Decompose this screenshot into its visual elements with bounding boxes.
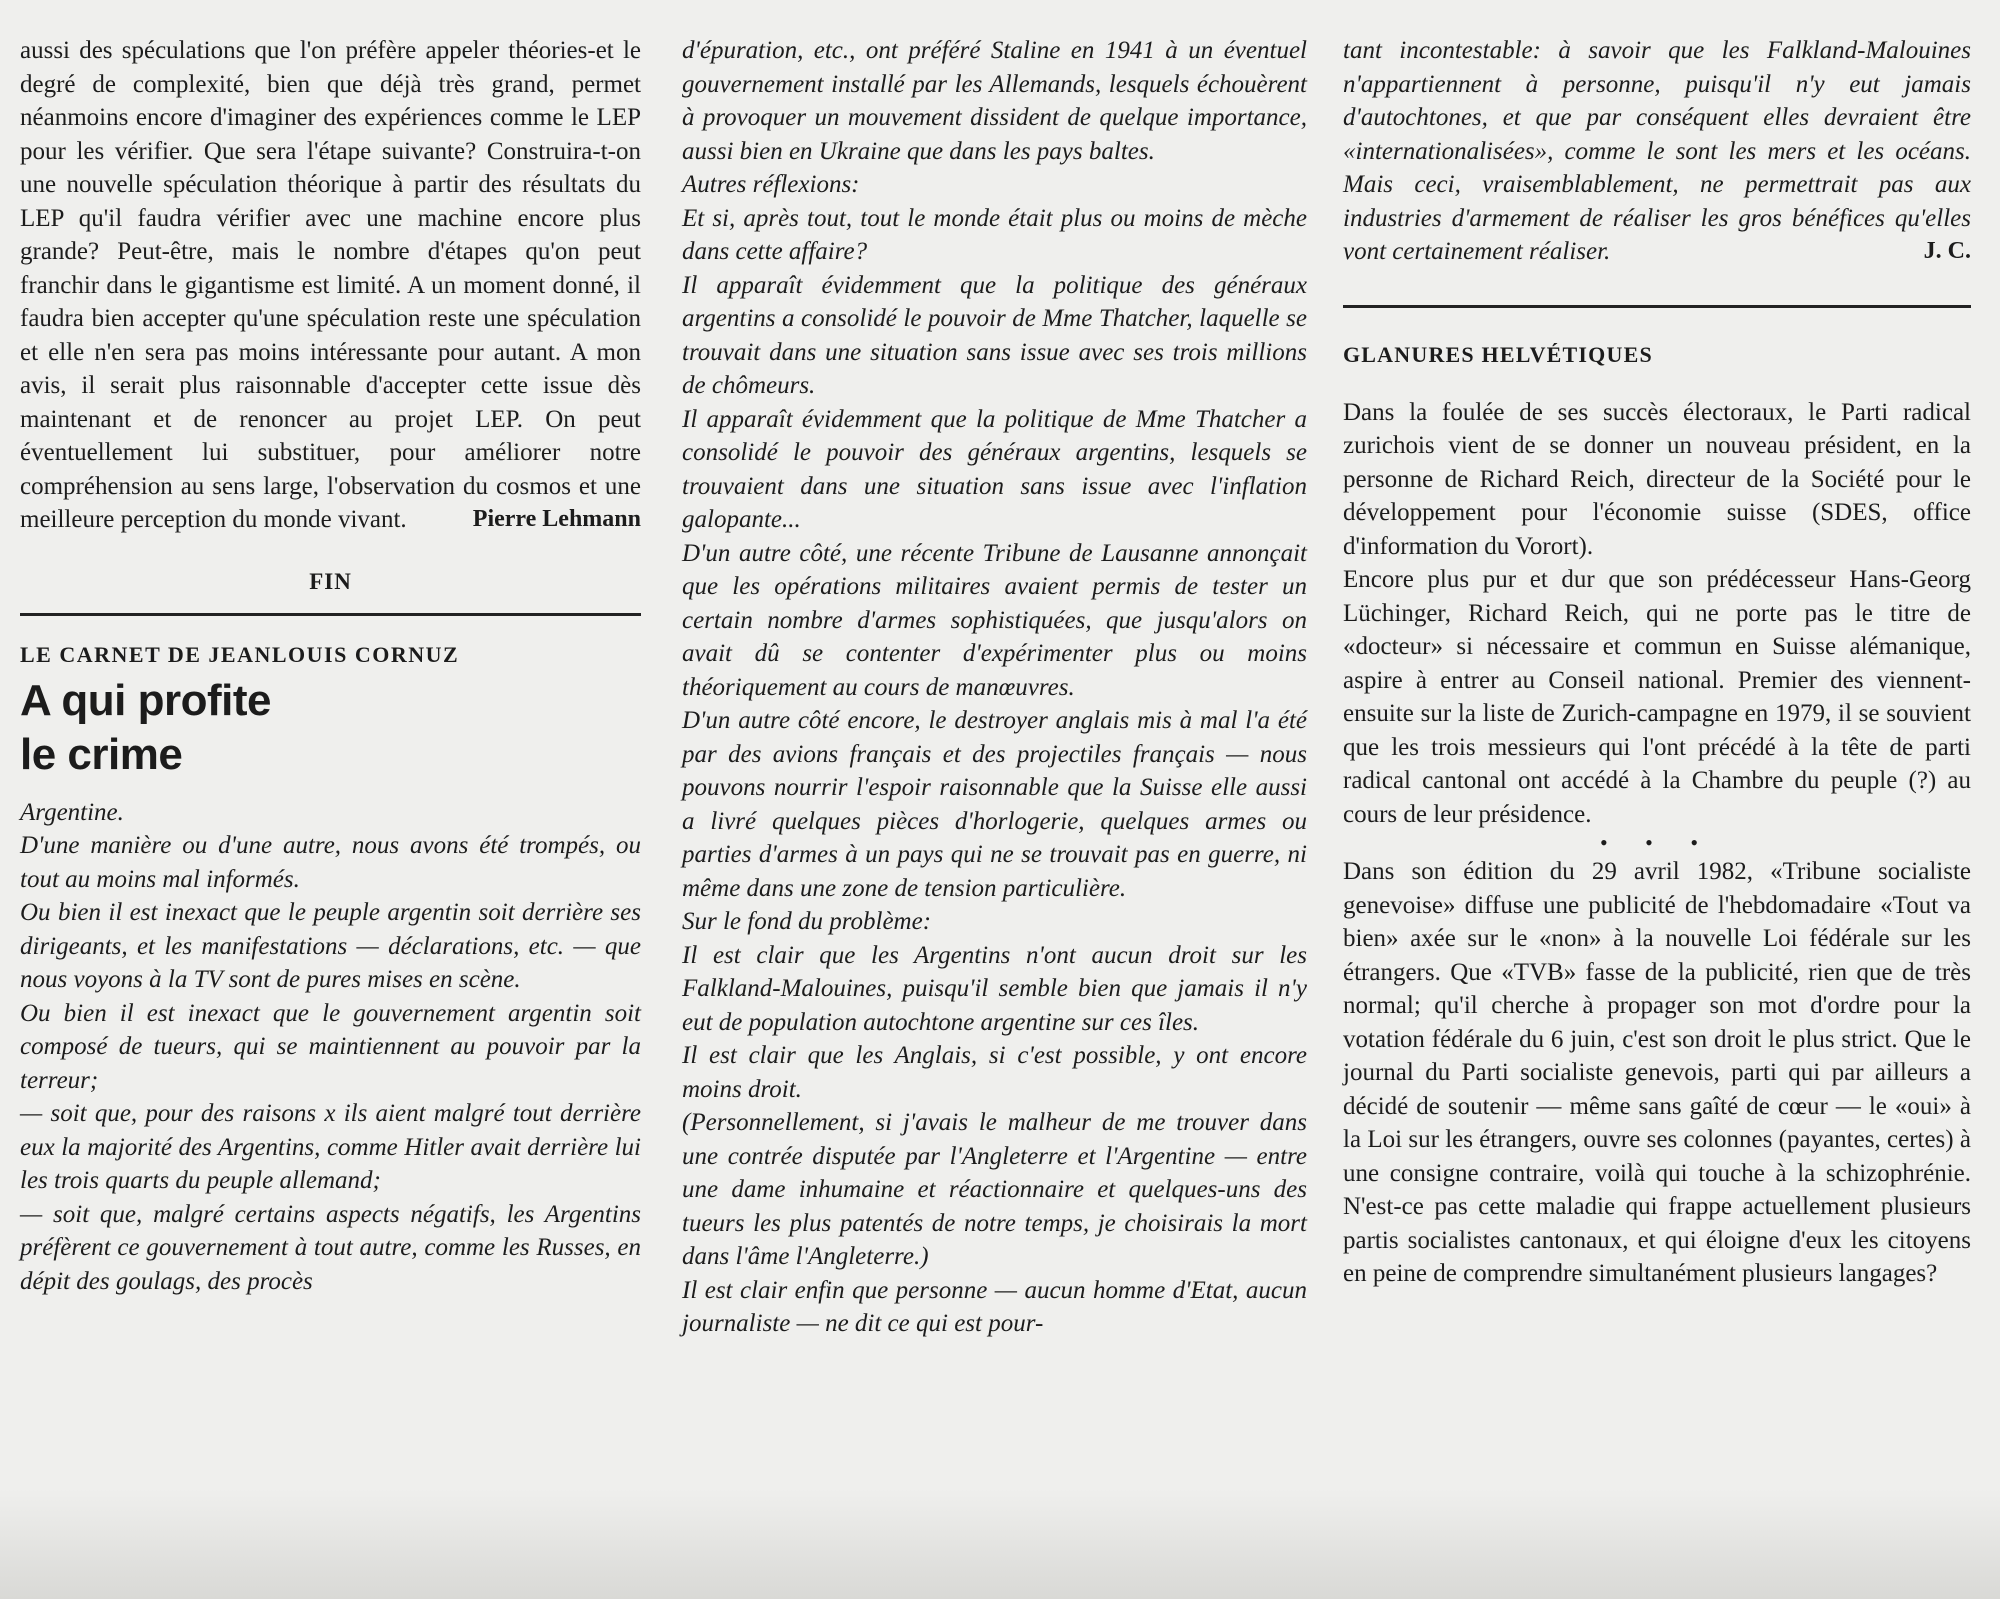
column-3 [1343, 34, 1971, 1291]
paragraph: Il apparaît évidemment que la politique de Mme Thatcher a consolidé le pouvoir des généraux argentins, lesquels se trouvaient dans une situation sans issue avec l'inflation galopante... [682, 405, 1307, 533]
paragraph: Encore plus pur et dur que son prédécesseur Hans-Georg Lüchinger, Richard Reich, qui ne porte pas le titre de «docteur» si nécessaire et commun en Suisse alémanique, aspire à entrer au Conseil national. Premier des viennent-ensuite sur la liste de Zurich-campagne en 1979, il se souvient que les trois messieurs qui l'ont précédé à la tête de parti radical cantonal ont accédé à la Chambre du peuple (?) au cours de leur présidence. [1343, 566, 1971, 828]
paragraph: tant incontestable: à savoir que les Falkland-Malouines n'appartiennent à personne, puisqu'il n'y eut jamais d'autochtones, et que par conséquent elles devraient être «internationalisées», comme le sont les mers et les océans. Mais ceci, vraisemblablement, ne permettrait pas aux industries d'armement de réaliser les gros bénéfices qu'elles vont certainement réaliser. [1343, 37, 1971, 265]
paragraph: Il est clair enfin que personne — aucun homme d'Etat, aucun journaliste — ne dit ce qui est pour- [682, 1276, 1307, 1337]
end-marker: FIN [309, 568, 352, 594]
paragraph: Argentine. [20, 798, 124, 826]
paragraph: Il est clair que les Argentins n'ont aucun droit sur les Falkland-Malouines, puisqu'il semble bien que jamais il n'y eut de population autochtone argentine sur ces îles. [682, 941, 1307, 1036]
page-bottom-shadow [0, 1489, 2000, 1599]
section-divider [1343, 305, 1971, 308]
paragraph: Sur le fond du problème: [682, 908, 932, 935]
paragraph: (Personnellement, si j'avais le malheur de me trouver dans une contrée disputée par l'Angleterre et l'Argentine — entre une dame inhumaine et réactionnaire et quelques-uns des tueurs les plus patentés de notre temps, je choisirais la mort dans l'âme l'Angleterre.) [682, 1109, 1307, 1270]
section-title: GLANURES HELVÉTIQUES [1343, 341, 1653, 367]
paragraph: Dans la foulée de ses succès électoraux, le Parti radical zurichois vient de se donner un nouveau président, en la personne de Richard Reich, directeur de la Société pour le développement pour l'économie suisse (SDES, office d'information du Vorort). [1343, 398, 1971, 560]
paragraph: D'un autre côté, une récente Tribune de Lausanne annonçait que les opérations militaires avaient permis de tester un certain nombre d'armes sophistiquées, que jusqu'alors on avait dû se contenter d'expérimenter plus ou moins théoriquement au cours de manœuvres. [682, 539, 1307, 701]
paragraph: D'une manière ou d'une autre, nous avons été trompés, ou tout au moins mal informés. [20, 832, 641, 893]
paragraph: Il apparaît évidemment que la politique des généraux argentins a consolidé le pouvoir de Mme Thatcher, laquelle se trouvait dans une situation sans issue avec ses trois millions de chômeurs. [682, 271, 1307, 399]
paragraph: D'un autre côté encore, le destroyer anglais mis à mal l'a été par des avions français et des projectiles français — nous pouvons nourrir l'espoir raisonnable que la Suisse elle aussi a livré quelques pièces d'horlogerie, quelques armes ou parties d'armes à un pays qui ne se trouvait pas en guerre, ni même dans une zone de tension particulière. [682, 707, 1307, 902]
headline-line-2: le crime [20, 729, 183, 779]
paragraph: Et si, après tout, tout le monde était plus ou moins de mèche dans cette affaire? [682, 204, 1307, 265]
headline-line-1: A qui profite [20, 675, 271, 725]
separator-dots: • • • [1599, 830, 1715, 855]
section-divider [20, 613, 641, 616]
paragraph: Ou bien il est inexact que le peuple argentin soit derrière ses dirigeants, et les manifestations — déclarations, etc. — que nous voyons à la TV sont de pures mises en scène. [20, 899, 641, 993]
article-headline [20, 674, 641, 782]
paragraph: Dans son édition du 29 avril 1982, «Tribune socialiste genevoise» diffuse une publicité de l'hebdomadaire «Tout va bien» axée sur le «non» à la nouvelle Loi fédérale sur les étrangers. Que «TVB» fasse de la publicité, rien que de très normal; qu'il cherche à propager son mot d'ordre pour la votation fédérale du 6 juin, c'est son droit le plus strict. Que le journal du Parti socialiste genevois, parti qui par ailleurs a décidé de soutenir — même sans gaîté de cœur — le «oui» à la Loi sur les étrangers, ouvre ses colonnes (payantes, certes) à une consigne contraire, voilà qui touche à la schizophrénie. N'est-ce pas cette maladie qui frappe actuellement plusieurs partis socialistes cantonaux, et qui éloigne d'eux les citoyens en peine de comprendre simultanément plusieurs langages? [1343, 858, 1971, 1287]
paragraph: Il est clair que les Anglais, si c'est possible, y ont encore moins droit. [682, 1042, 1307, 1103]
column-2 [682, 34, 1307, 1341]
author-pierre-lehmann: Pierre Lehmann [472, 506, 641, 532]
paragraph: Autres réflexions: [682, 171, 860, 198]
lehmann-closing-paragraph: aussi des spéculations que l'on préfère appeler théories-et le degré de complexité, bien que déjà très grand, permet néanmoins encore d'imaginer des expériences comme le LEP pour les vérifier. Que sera l'étape suivante? Construira-t-on une nouvelle spéculation théorique à partir des résultats du LEP qu'il faudra vérifier avec une machine encore plus grande? Peut-être, mais le nombre d'étapes qu'on peut franchir dans le gigantisme est limité. A un moment donné, il faudra bien accepter qu'une spéculation reste une spéculation et elle n'en sera pas moins intéressante pour autant. A mon avis, il serait plus raisonnable d'accepter cette issue dès maintenant et de renoncer au projet LEP. On peut éventuellement lui substituer, pour améliorer notre compréhension au sens large, l'observation du cosmos et une meilleure perception du monde vivant. [20, 37, 641, 533]
column-kicker: LE CARNET DE JEANLOUIS CORNUZ [20, 641, 460, 667]
author-signature: J. C. [1923, 238, 1971, 264]
paragraph: d'épuration, etc., ont préféré Staline en 1941 à un éventuel gouvernement installé par les Allemands, lesquels échouèrent à provoquer un mouvement dissident de quelque importance, aussi bien en Ukraine que dans les pays baltes. [682, 37, 1307, 165]
paragraph: — soit que, pour des raisons x ils aient malgré tout derrière eux la majorité des Argentins, comme Hitler avait derrière lui les trois quarts du peuple allemand; [20, 1100, 641, 1194]
paragraph: Ou bien il est inexact que le gouvernement argentin soit composé de tueurs, qui se maintiennent au pouvoir par la terreur; [20, 999, 641, 1094]
paragraph: — soit que, malgré certains aspects négatifs, les Argentins préfèrent ce gouvernement à tout autre, comme les Russes, en dépit des goulags, des procès [20, 1200, 641, 1295]
column-1 [20, 34, 641, 1298]
